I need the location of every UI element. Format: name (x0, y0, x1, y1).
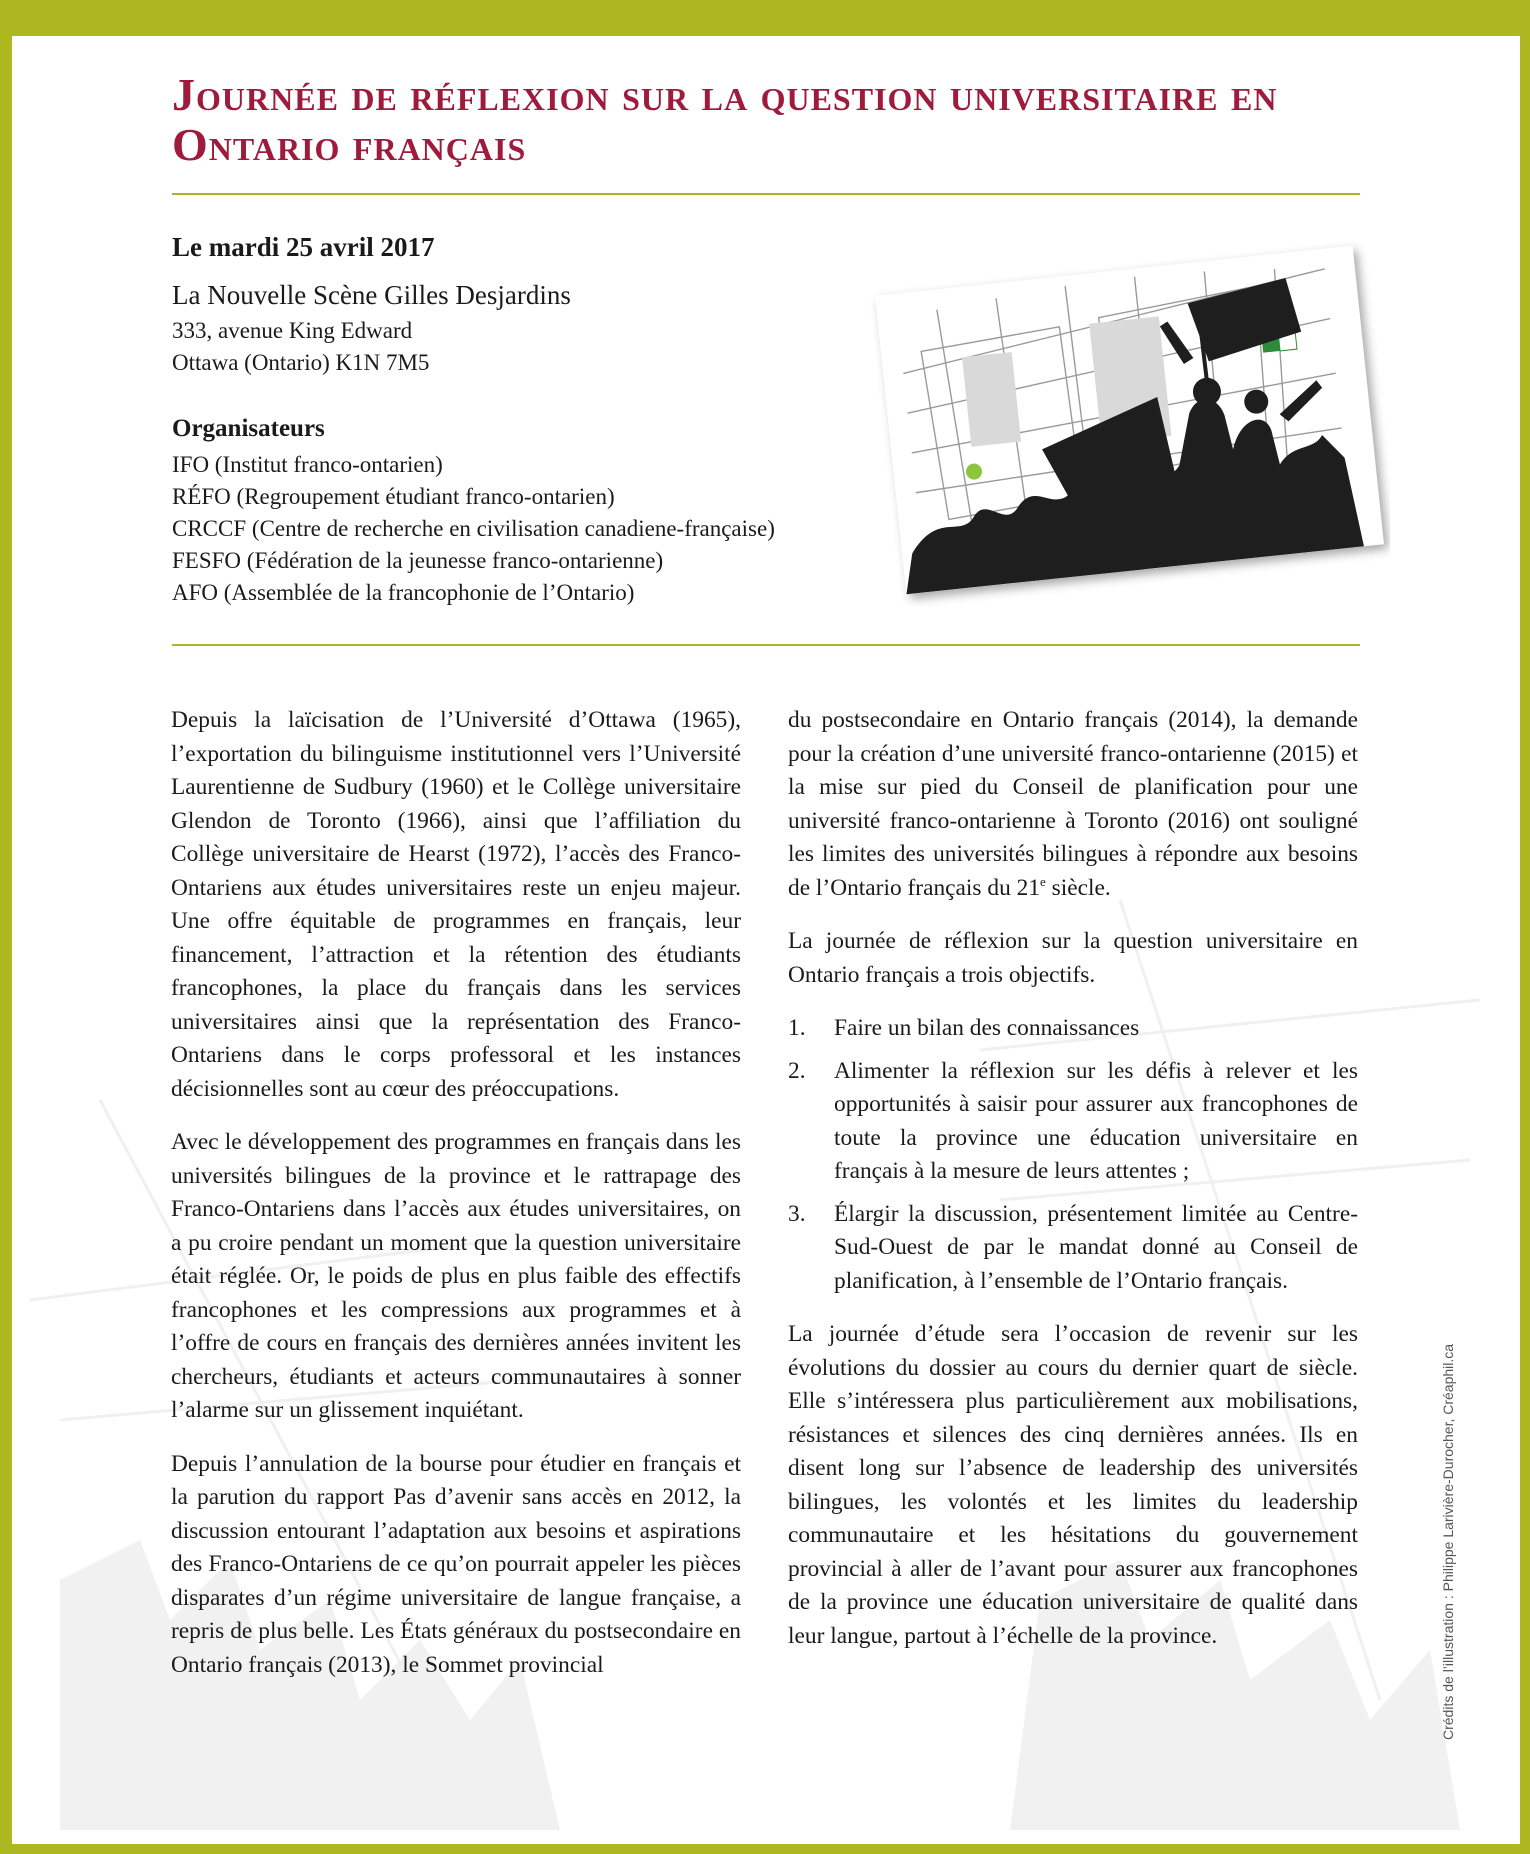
body-column-left (171, 704, 741, 1702)
objective-item (788, 1012, 1358, 1046)
objective-text: Alimenter la réflexion sur les défis à relever et les opportunités à saisir pour assurer aux francophones de toute la province une éducation universitaire en français à la mesure de leurs attentes ; (834, 1057, 1358, 1184)
body-paragraph (788, 704, 1358, 905)
objective-number: 1. (788, 1015, 806, 1041)
body-column-right (788, 704, 1358, 1673)
superscript: e (1040, 873, 1046, 889)
organizer-item: RÉFO (Regroupement étudiant franco-ontarien) (172, 484, 615, 509)
organizer-item: FESFO (Fédération de la jeunesse franco-ontarienne) (172, 548, 664, 573)
event-address-city: Ottawa (Ontario) K1N 7M5 (172, 350, 430, 375)
organizer-item: CRCCF (Centre de recherche en civilisation canadiene-française) (172, 516, 775, 541)
event-venue: La Nouvelle Scène Gilles Desjardins (172, 280, 571, 310)
objective-item (788, 1055, 1358, 1189)
organizers-list (172, 449, 775, 609)
paragraph-text: du postsecondaire en Ontario français (2014), la demande pour la création d’une université franco-ontarienne (2015) et la mise sur pied du Conseil de planification pour une université franco-ontarienne à Toronto (2016) ont souligné les limites des universités bilingues à répondre aux besoins de l’Ontario français du 21 (788, 707, 1358, 901)
objective-text: Faire un bilan des connaissances (834, 1015, 1140, 1041)
objective-item (788, 1198, 1358, 1299)
body-paragraph: La journée de réflexion sur la question universitaire en Ontario français a trois objectifs. (788, 928, 1358, 988)
paragraph-text-end: siècle. (1045, 874, 1111, 901)
divider-middle (172, 644, 1360, 646)
body-paragraph: Avec le développement des programmes en français dans les universités bilingues de la province et le rattrapage des Franco-Ontariens dans l’accès aux études universitaires, on a pu croire pendant un moment que la question universitaire était réglée. Or, le poids de plus en plus faible des effectifs francophones et les compressions aux programmes et à l’offre de cours en français des dernières années invitent les chercheurs, étudiants et acteurs communautaires à sonner l’alarme sur un glissement inquiétant. (171, 1129, 741, 1423)
objective-text: Élargir la discussion, présentement limitée au Centre-Sud-Ouest de par le mandat donné au Conseil de planification, à l’ensemble de l’Ontario français. (834, 1200, 1358, 1294)
page-title: Journée de réflexion sur la question universitaire en Ontario français (172, 69, 1278, 170)
divider-top (172, 193, 1360, 195)
event-date: Le mardi 25 avril 2017 (172, 232, 435, 262)
illustration-credit: Crédits de l’illustration : Philippe Larivière-Durocher, Créaphil.ca (1440, 1343, 1456, 1740)
body-paragraph: Depuis la laïcisation de l’Université d’Ottawa (1965), l’exportation du bilinguisme institutionnel vers l’Université Laurentienne de Sudbury (1960) et le Collège universitaire Glendon de Toronto (1966), ainsi que l’affiliation du Collège universitaire de Hearst (1972), l’accès des Franco-Ontariens aux études universitaires reste un enjeu majeur. Une offre équitable de programmes en français, leur financement, l’attraction et la rétention des étudiants francophones, la place du français dans les services universitaires ainsi que la représentation des Franco-Ontariens dans le corps professoral et les instances décisionnelles sont au cœur des préoccupations. (171, 707, 741, 1102)
organizers-heading: Organisateurs (172, 415, 325, 442)
objective-number: 2. (788, 1057, 806, 1084)
protest-crowd-illustration (870, 230, 1390, 620)
event-address-street: 333, avenue King Edward (172, 318, 413, 343)
objective-number: 3. (788, 1200, 806, 1227)
body-paragraph: La journée d’étude sera l’occasion de revenir sur les évolutions du dossier au cours du dernier quart de siècle. Elle s’intéressera plus particulièrement aux mobilisations, résistances et silences des cinq dernières années. Ils en disent long sur l’absence de leadership des universités bilingues, les volontés et les limites du leadership communautaire et les hésitations du gouvernement provincial à aller de l’avant pour assurer aux francophones de la province une éducation universitaire de qualité dans leur langue, partout à l’échelle de la province. (788, 1321, 1358, 1649)
organizer-item: AFO (Assemblée de la francophonie de l’Ontario) (172, 580, 635, 605)
objectives-list (788, 1012, 1358, 1298)
organizer-item: IFO (Institut franco-ontarien) (172, 452, 443, 477)
body-paragraph: Depuis l’annulation de la bourse pour étudier en français et la parution du rapport Pas d’avenir sans accès en 2012, la discussion entourant l’adaptation aux besoins et aspirations des Franco-Ontariens de ce qu’on pourrait appeler les pièces disparates d’un régime universitaire de langue française, a repris de plus belle. Les États généraux du postsecondaire en Ontario français (2013), le Sommet provincial (171, 1450, 741, 1678)
